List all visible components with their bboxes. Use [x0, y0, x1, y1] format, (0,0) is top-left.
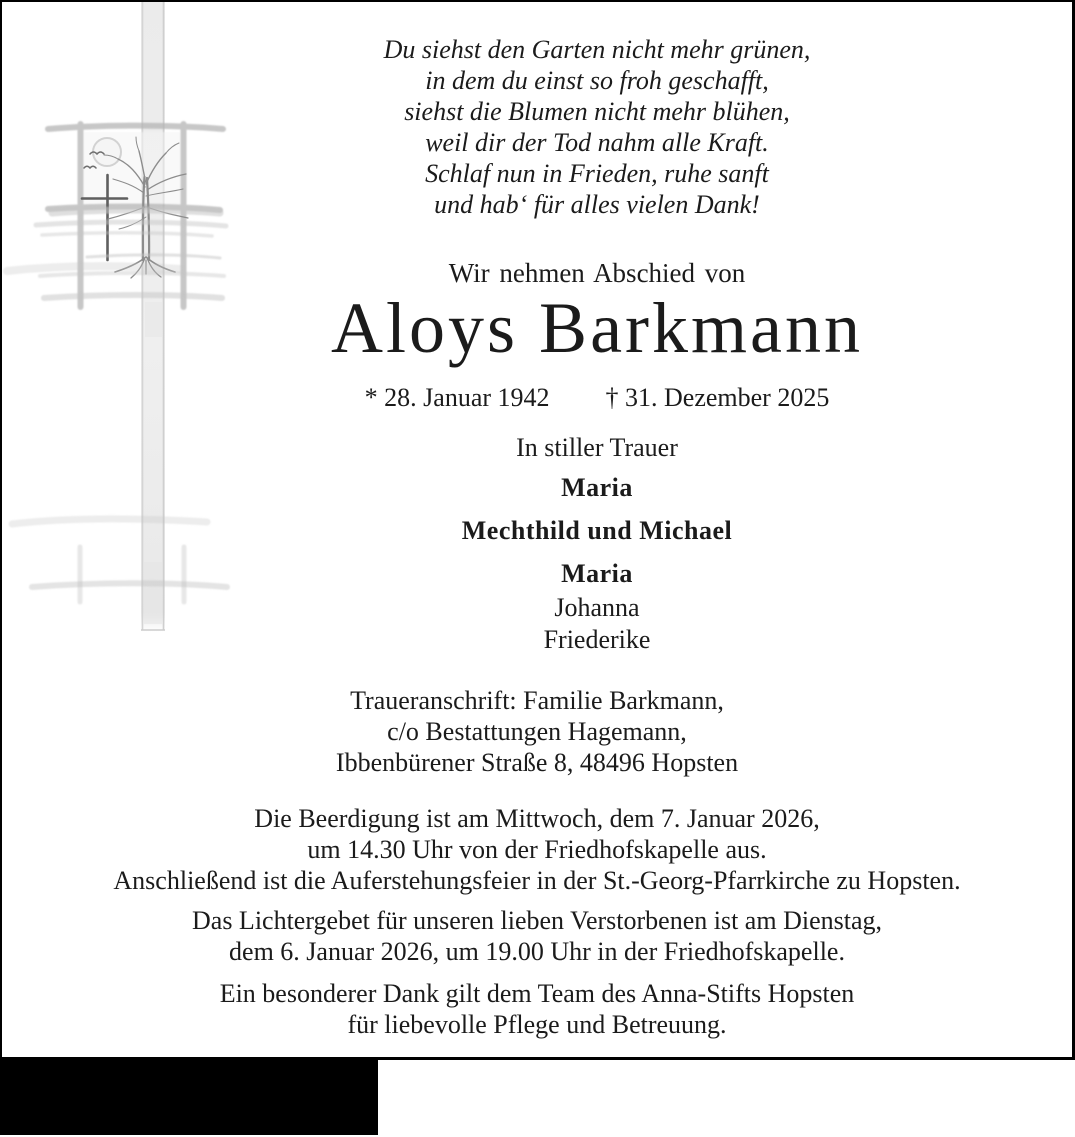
mourner-name: Johanna: [554, 593, 640, 622]
funeral-line: Die Beerdigung ist am Mittwoch, dem 7. Januar 2026,: [254, 804, 820, 833]
lower-section: [2, 685, 1072, 1040]
upper-section: [2, 34, 1072, 655]
poem-line: weil dir der Tod nahm alle Kraft.: [425, 128, 769, 157]
mourners-list: [122, 474, 1072, 655]
birth-date: * 28. Januar 1942: [364, 383, 550, 412]
deceased-name: Aloys Barkmann: [331, 288, 863, 368]
address-line: c/o Bestattungen Hagemann,: [387, 717, 687, 746]
vigil-details: [2, 905, 1072, 967]
mourner-name: Maria: [561, 559, 633, 588]
death-date: † 31. Dezember 2025: [605, 383, 830, 412]
farewell-intro: Wir nehmen Abschied von: [448, 258, 746, 288]
poem-line: siehst die Blumen nicht mehr blühen,: [404, 97, 790, 126]
redacted-publisher-block: [0, 1060, 378, 1135]
mourning-intro: In stiller Trauer: [516, 433, 678, 462]
mourner-name: Maria: [561, 473, 633, 502]
address-line: Traueranschrift: Familie Barkmann,: [350, 686, 724, 715]
poem-line: Schlaf nun in Frieden, ruhe sanft: [425, 159, 769, 188]
life-dates: [122, 382, 1072, 413]
thanks-line: für liebevolle Pflege und Betreuung.: [347, 1010, 727, 1039]
thanks-note: [2, 978, 1072, 1040]
mourning-address: [2, 685, 1072, 778]
funeral-details: [2, 803, 1072, 896]
poem: [122, 34, 1072, 220]
vigil-line: Das Lichtergebet für unseren lieben Verstorbenen ist am Dienstag,: [192, 906, 882, 935]
poem-line: und hab‘ für alles vielen Dank!: [434, 190, 760, 219]
mourner-name: Friederike: [543, 625, 651, 654]
address-line: Ibbenbürener Straße 8, 48496 Hopsten: [335, 748, 739, 777]
vigil-line: dem 6. Januar 2026, um 19.00 Uhr in der Friedhofskapelle.: [229, 937, 845, 966]
funeral-line: um 14.30 Uhr von der Friedhofskapelle aus.: [307, 835, 767, 864]
mourner-name: Mechthild und Michael: [461, 516, 733, 545]
funeral-line: Anschließend ist die Auferstehungsfeier in der St.-Georg-Pfarrkirche zu Hopsten.: [113, 866, 961, 895]
poem-line: in dem du einst so froh geschafft,: [425, 66, 769, 95]
thanks-line: Ein besonderer Dank gilt dem Team des Anna-Stifts Hopsten: [219, 979, 855, 1008]
poem-line: Du siehst den Garten nicht mehr grünen,: [383, 35, 811, 64]
